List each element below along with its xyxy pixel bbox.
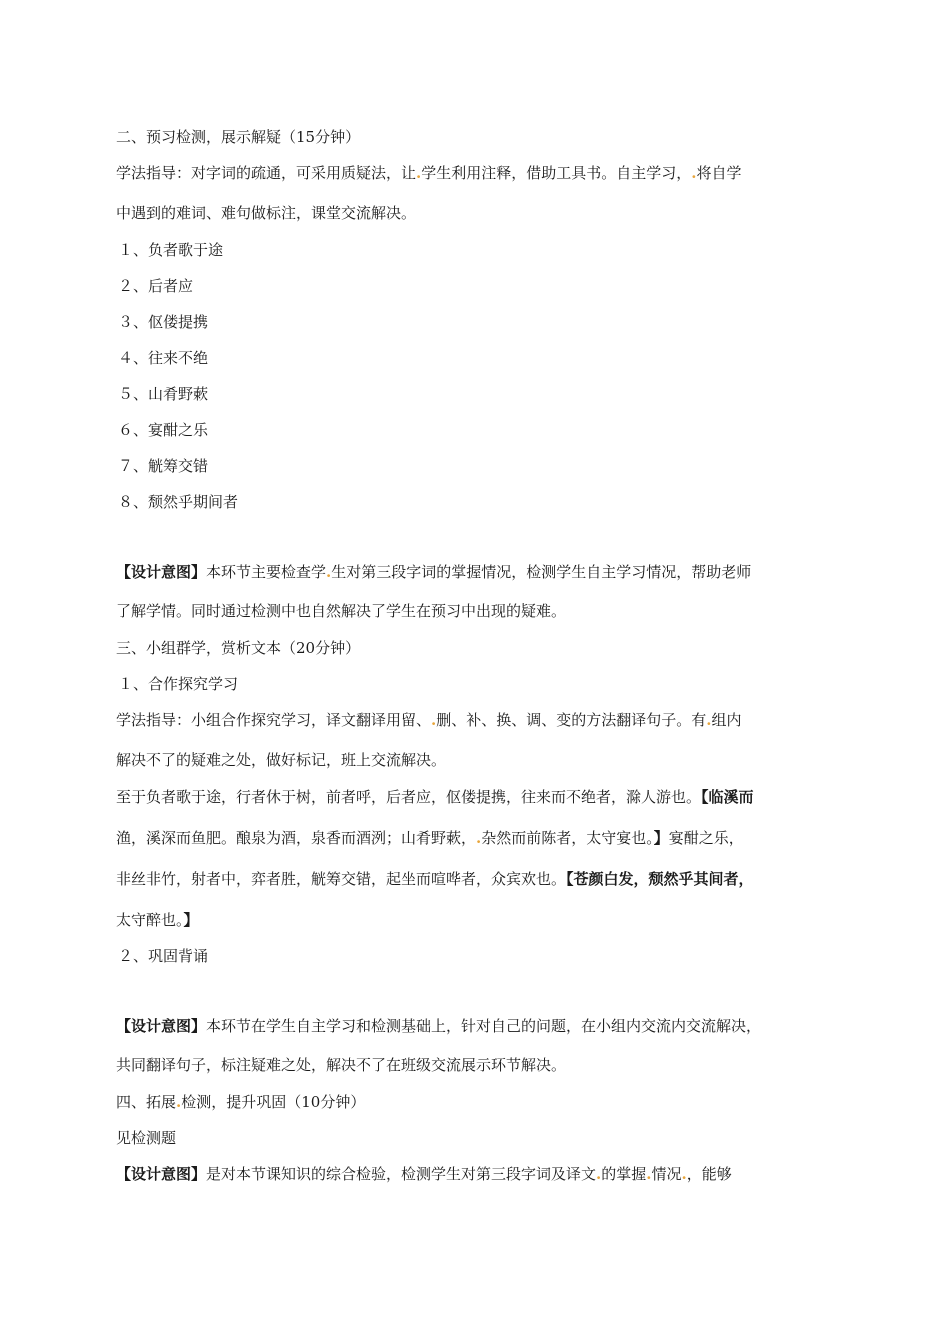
design-intent-line [116, 1016, 761, 1036]
design-intent-label: 【设计意图】 [116, 1165, 207, 1183]
text-span: 至于负者歌于途，行者休于树，前者呼，后者应，伛偻提携，往来而不绝者，滁人游也。 [116, 788, 702, 806]
bold-span: 【苍颜白发，颓然乎其间者， [566, 870, 754, 888]
paragraph-line: 中遇到的难词、难句做标注，课堂交流解决。 [116, 204, 417, 222]
text-span: 太守醉也。 [116, 911, 184, 929]
passage-line [116, 869, 754, 889]
text-span: 本环节在学生自主学习和检测基础上，针对自己的问题，在小组内交流内交流解决， [206, 1017, 762, 1035]
list-item: ２、后者应 [118, 277, 194, 295]
text-span: 本环节主要检查学 [206, 563, 327, 581]
text-span: 生对第三段字词的掌握情况，检测学生自主学习情况，帮助老师 [331, 563, 752, 581]
text-span: 组内 [711, 711, 742, 729]
text-span: 是对本节课知识的综合检验，检测学生对第三段字词及译文 [206, 1165, 597, 1183]
list-item: ８、颓然乎期间者 [118, 493, 239, 511]
paragraph-line: 见检测题 [116, 1129, 177, 1147]
text-span: 杂然而前陈者，太守宴也。 [481, 829, 654, 847]
paragraph-line [116, 710, 742, 730]
list-item: ７、觥筹交错 [118, 457, 209, 475]
marker-dot: . [416, 164, 422, 182]
design-intent-label: 【设计意图】 [116, 563, 207, 581]
text-span: 学生利用注释，借助工具书。自主学习， [421, 164, 692, 182]
marker-dot: . [431, 711, 437, 729]
text-span: 的掌握 [601, 1165, 647, 1183]
text-span: 学法指导：对字词的疏通，可采用质疑法，让 [116, 164, 417, 182]
passage-line [116, 787, 754, 807]
list-item: １、合作探究学习 [118, 675, 239, 693]
paragraph-line [116, 163, 742, 183]
text-span: 渔，溪深而鱼肥。酿泉为酒，泉香而酒洌；山肴野蔌， [116, 829, 477, 847]
text-span: 检测，提升巩固（10分钟） [181, 1093, 366, 1111]
marker-dot: . [691, 164, 697, 182]
section-heading-3: 三、小组群学，赏析文本（20分钟） [116, 639, 361, 657]
text-span: 非丝非竹，射者中，弈者胜，觥筹交错，起坐而喧哗者，众宾欢也。 [116, 870, 567, 888]
paragraph-line: 共同翻译句子，标注疑难之处，解决不了在班级交流展示环节解决。 [116, 1056, 567, 1074]
list-item: ４、往来不绝 [118, 349, 209, 367]
text-span: 将自学 [696, 164, 742, 182]
bold-span: 【临溪而 [701, 788, 754, 806]
design-intent-line [116, 562, 751, 582]
marker-dot: . [596, 1165, 602, 1183]
passage-line [116, 910, 199, 930]
section-heading-4 [116, 1092, 365, 1112]
text-span: 四、拓展 [116, 1093, 177, 1111]
marker-dot: . [706, 711, 712, 729]
list-item: ５、山肴野蔌 [118, 385, 209, 403]
text-span: 情况 [651, 1165, 682, 1183]
list-item: １、负者歌于途 [118, 241, 224, 259]
marker-dot: . [176, 1093, 182, 1111]
paragraph-line: 了解学情。同时通过检测中也自然解决了学生在预习中出现的疑难。 [116, 602, 567, 620]
list-item: ２、巩固背诵 [118, 947, 209, 965]
marker-dot: . [476, 829, 482, 847]
section-heading-2: 二、预习检测，展示解疑（15分钟） [116, 128, 361, 146]
passage-line [116, 828, 744, 848]
list-item: ６、宴酣之乐 [118, 421, 209, 439]
bold-span: 】 [653, 829, 669, 847]
text-span: 学法指导：小组合作探究学习，译文翻译用留、 [116, 711, 432, 729]
text-span: 宴酣之乐， [668, 829, 744, 847]
design-intent-label: 【设计意图】 [116, 1017, 207, 1035]
list-item: ３、伛偻提携 [118, 313, 209, 331]
text-span: ，能够 [686, 1165, 732, 1183]
marker-dot: . [681, 1165, 687, 1183]
bold-span: 】 [183, 911, 199, 929]
text-span: 删、补、换、调、变的方法翻译句子。有 [436, 711, 707, 729]
design-intent-line [116, 1164, 732, 1184]
marker-dot: . [646, 1165, 652, 1183]
marker-dot: . [326, 563, 332, 581]
paragraph-line: 解决不了的疑难之处，做好标记，班上交流解决。 [116, 751, 447, 769]
